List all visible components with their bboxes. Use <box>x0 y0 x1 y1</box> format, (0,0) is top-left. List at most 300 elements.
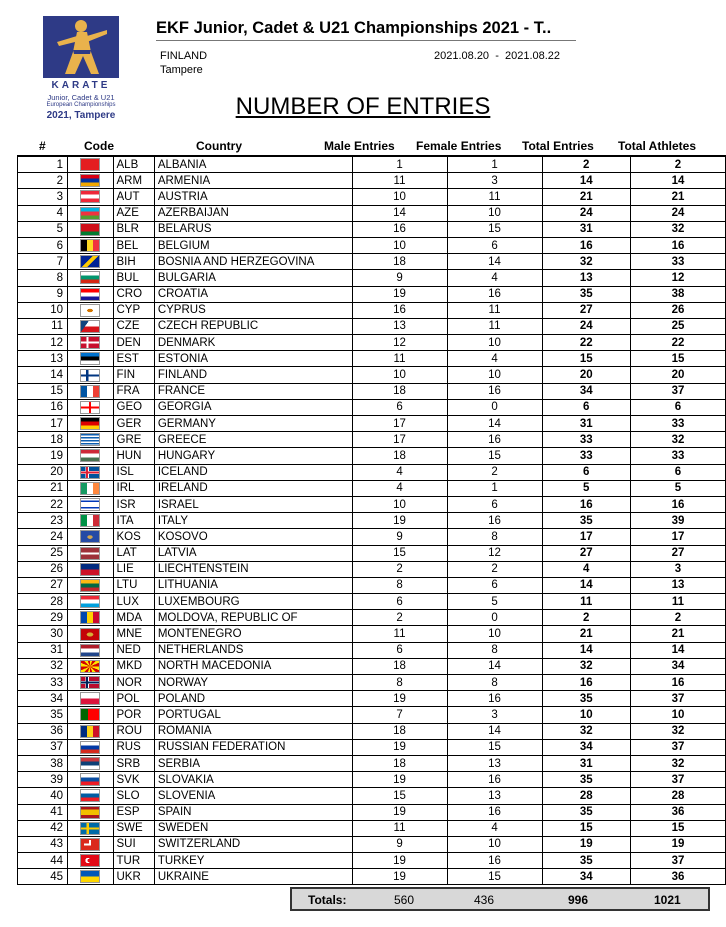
total-entries: 35 <box>542 772 630 788</box>
total-athletes: 16 <box>630 675 725 691</box>
female-entries: 4 <box>447 270 542 286</box>
total-athletes: 21 <box>630 626 725 642</box>
female-entries: 15 <box>447 869 542 885</box>
country-name: SLOVENIA <box>154 788 352 804</box>
total-entries: 24 <box>542 318 630 334</box>
male-entries: 19 <box>352 804 447 820</box>
male-entries: 9 <box>352 836 447 852</box>
table-row <box>18 432 726 448</box>
total-entries: 34 <box>542 739 630 755</box>
table-row <box>18 464 726 480</box>
total-entries: 16 <box>542 675 630 691</box>
female-entries: 15 <box>447 739 542 755</box>
female-entries: 12 <box>447 545 542 561</box>
table-row <box>18 626 726 642</box>
row-number: 19 <box>18 448 68 464</box>
total-athletes: 25 <box>630 318 725 334</box>
arm-flag-icon <box>80 174 100 187</box>
logo-karate-word: KARATE <box>51 80 111 91</box>
female-entries: 11 <box>447 302 542 318</box>
flag-cell <box>68 545 113 561</box>
female-entries: 3 <box>447 707 542 723</box>
gre-flag-icon <box>80 433 100 446</box>
total-entries: 14 <box>542 173 630 189</box>
country-name: CZECH REPUBLIC <box>154 318 352 334</box>
total-athletes: 32 <box>630 755 725 771</box>
flag-cell <box>68 318 113 334</box>
country-code: POL <box>113 691 154 707</box>
row-number: 20 <box>18 464 68 480</box>
female-entries: 14 <box>447 416 542 432</box>
female-entries: 10 <box>447 836 542 852</box>
total-athletes: 21 <box>630 189 725 205</box>
male-entries: 12 <box>352 335 447 351</box>
col-header-country: Country <box>196 139 242 153</box>
country-code: MKD <box>113 658 154 674</box>
flag-cell <box>68 480 113 496</box>
table-row <box>18 610 726 626</box>
aut-flag-icon <box>80 190 100 203</box>
alb-flag-icon <box>80 158 100 171</box>
hun-flag-icon <box>80 449 100 462</box>
isr-flag-icon <box>80 498 100 511</box>
male-entries: 10 <box>352 496 447 512</box>
col-header-total: Total Entries <box>522 139 594 153</box>
total-entries: 32 <box>542 658 630 674</box>
country-name: CYPRUS <box>154 302 352 318</box>
row-number: 31 <box>18 642 68 658</box>
female-entries: 5 <box>447 594 542 610</box>
total-athletes: 33 <box>630 254 725 270</box>
mne-flag-icon <box>80 628 100 641</box>
total-entries: 27 <box>542 302 630 318</box>
total-entries: 13 <box>542 270 630 286</box>
flag-cell <box>68 739 113 755</box>
bul-flag-icon <box>80 271 100 284</box>
swe-flag-icon <box>80 822 100 835</box>
male-entries: 18 <box>352 448 447 464</box>
female-entries: 16 <box>447 513 542 529</box>
total-entries: 35 <box>542 691 630 707</box>
female-entries: 16 <box>447 772 542 788</box>
flag-cell <box>68 594 113 610</box>
total-athletes: 14 <box>630 642 725 658</box>
total-athletes: 15 <box>630 351 725 367</box>
country-name: LATVIA <box>154 545 352 561</box>
flag-cell <box>68 675 113 691</box>
total-athletes: 34 <box>630 658 725 674</box>
total-entries: 15 <box>542 820 630 836</box>
female-entries: 13 <box>447 788 542 804</box>
country-name: SWEDEN <box>154 820 352 836</box>
country-code: MNE <box>113 626 154 642</box>
country-code: BIH <box>113 254 154 270</box>
isl-flag-icon <box>80 466 100 479</box>
title-underline <box>156 40 576 41</box>
row-number: 15 <box>18 383 68 399</box>
flag-cell <box>68 286 113 302</box>
logo-subtitle-2: European Championships <box>46 102 116 108</box>
table-row <box>18 302 726 318</box>
flag-cell <box>68 529 113 545</box>
table-row <box>18 804 726 820</box>
country-name: BOSNIA AND HERZEGOVINA <box>154 254 352 270</box>
report-heading: NUMBER OF ENTRIES <box>235 93 491 120</box>
female-entries: 16 <box>447 853 542 869</box>
country-code: ARM <box>113 173 154 189</box>
country-code: AZE <box>113 205 154 221</box>
country-name: ESTONIA <box>154 351 352 367</box>
table-row <box>18 577 726 593</box>
row-number: 45 <box>18 869 68 885</box>
total-entries: 35 <box>542 286 630 302</box>
female-entries: 16 <box>447 691 542 707</box>
est-flag-icon <box>80 352 100 365</box>
male-entries: 11 <box>352 820 447 836</box>
male-entries: 19 <box>352 853 447 869</box>
total-athletes: 15 <box>630 820 725 836</box>
female-entries: 16 <box>447 432 542 448</box>
cyp-flag-icon <box>80 304 100 317</box>
table-row <box>18 755 726 771</box>
country-name: TURKEY <box>154 853 352 869</box>
total-athletes: 33 <box>630 448 725 464</box>
total-athletes: 3 <box>630 561 725 577</box>
male-entries: 7 <box>352 707 447 723</box>
total-entries: 31 <box>542 416 630 432</box>
row-number: 43 <box>18 836 68 852</box>
total-entries: 16 <box>542 496 630 512</box>
table-row <box>18 545 726 561</box>
row-number: 42 <box>18 820 68 836</box>
male-entries: 15 <box>352 545 447 561</box>
total-entries: 14 <box>542 577 630 593</box>
table-row <box>18 416 726 432</box>
geo-flag-icon <box>80 401 100 414</box>
flag-cell <box>68 820 113 836</box>
total-entries: 34 <box>542 383 630 399</box>
date-to: 2021.08.22 <box>504 50 561 62</box>
country-code: CRO <box>113 286 154 302</box>
total-athletes: 32 <box>630 432 725 448</box>
ltu-flag-icon <box>80 579 100 592</box>
fra-flag-icon <box>80 385 100 398</box>
logo-subtitle: Junior, Cadet & U21 <box>47 93 115 102</box>
row-number: 38 <box>18 755 68 771</box>
total-athletes: 39 <box>630 513 725 529</box>
table-row <box>18 480 726 496</box>
male-entries: 10 <box>352 237 447 253</box>
female-entries: 15 <box>447 221 542 237</box>
flag-cell <box>68 642 113 658</box>
female-entries: 3 <box>447 173 542 189</box>
total-entries: 11 <box>542 594 630 610</box>
country-code: BLR <box>113 221 154 237</box>
country-code: ESP <box>113 804 154 820</box>
country-name: POLAND <box>154 691 352 707</box>
col-header-code: Code <box>84 139 114 153</box>
country-code: SLO <box>113 788 154 804</box>
male-entries: 19 <box>352 739 447 755</box>
total-entries: 15 <box>542 351 630 367</box>
total-athletes: 37 <box>630 772 725 788</box>
total-entries: 32 <box>542 254 630 270</box>
female-entries: 0 <box>447 399 542 415</box>
female-entries: 8 <box>447 675 542 691</box>
row-number: 27 <box>18 577 68 593</box>
male-entries: 10 <box>352 367 447 383</box>
table-row <box>18 286 726 302</box>
female-entries: 1 <box>447 156 542 173</box>
host-city: Tampere <box>160 64 203 76</box>
country-name: SERBIA <box>154 755 352 771</box>
female-entries: 14 <box>447 254 542 270</box>
table-row <box>18 496 726 512</box>
country-code: ALB <box>113 156 154 173</box>
country-name: MOLDOVA, REPUBLIC OF <box>154 610 352 626</box>
total-entries: 35 <box>542 804 630 820</box>
country-code: RUS <box>113 739 154 755</box>
cze-flag-icon <box>80 320 100 333</box>
male-entries: 11 <box>352 173 447 189</box>
flag-cell <box>68 723 113 739</box>
table-row <box>18 383 726 399</box>
country-name: KOSOVO <box>154 529 352 545</box>
total-athletes: 22 <box>630 335 725 351</box>
flag-cell <box>68 836 113 852</box>
table-row <box>18 205 726 221</box>
total-athletes: 6 <box>630 464 725 480</box>
male-entries: 2 <box>352 561 447 577</box>
female-entries: 6 <box>447 496 542 512</box>
country-name: SWITZERLAND <box>154 836 352 852</box>
row-number: 3 <box>18 189 68 205</box>
table-row <box>18 399 726 415</box>
row-number: 18 <box>18 432 68 448</box>
flag-cell <box>68 804 113 820</box>
totals-athletes: 1021 <box>654 893 681 907</box>
male-entries: 19 <box>352 869 447 885</box>
total-athletes: 36 <box>630 804 725 820</box>
country-code: LAT <box>113 545 154 561</box>
ukr-flag-icon <box>80 870 100 883</box>
table-row <box>18 367 726 383</box>
female-entries: 10 <box>447 205 542 221</box>
table-row <box>18 270 726 286</box>
total-entries: 27 <box>542 545 630 561</box>
country-code: MDA <box>113 610 154 626</box>
por-flag-icon <box>80 708 100 721</box>
total-entries: 31 <box>542 755 630 771</box>
country-name: RUSSIAN FEDERATION <box>154 739 352 755</box>
row-number: 7 <box>18 254 68 270</box>
country-name: ALBANIA <box>154 156 352 173</box>
country-name: NORWAY <box>154 675 352 691</box>
country-name: PORTUGAL <box>154 707 352 723</box>
country-code: ISL <box>113 464 154 480</box>
table-row <box>18 189 726 205</box>
total-athletes: 28 <box>630 788 725 804</box>
male-entries: 2 <box>352 610 447 626</box>
totals-bar <box>290 887 710 911</box>
table-row <box>18 335 726 351</box>
female-entries: 8 <box>447 642 542 658</box>
male-entries: 6 <box>352 399 447 415</box>
country-name: MONTENEGRO <box>154 626 352 642</box>
row-number: 22 <box>18 496 68 512</box>
row-number: 44 <box>18 853 68 869</box>
rus-flag-icon <box>80 741 100 754</box>
row-number: 8 <box>18 270 68 286</box>
country-code: FIN <box>113 367 154 383</box>
row-number: 1 <box>18 156 68 173</box>
total-entries: 22 <box>542 335 630 351</box>
country-code: ISR <box>113 496 154 512</box>
row-number: 2 <box>18 173 68 189</box>
total-entries: 4 <box>542 561 630 577</box>
table-row <box>18 156 726 173</box>
country-code: DEN <box>113 335 154 351</box>
irl-flag-icon <box>80 482 100 495</box>
male-entries: 18 <box>352 755 447 771</box>
country-name: SLOVAKIA <box>154 772 352 788</box>
country-name: BELGIUM <box>154 237 352 253</box>
total-entries: 35 <box>542 853 630 869</box>
total-entries: 35 <box>542 513 630 529</box>
table-row <box>18 658 726 674</box>
country-code: LIE <box>113 561 154 577</box>
ger-flag-icon <box>80 417 100 430</box>
kos-flag-icon <box>80 530 100 543</box>
total-athletes: 14 <box>630 173 725 189</box>
total-entries: 34 <box>542 869 630 885</box>
country-code: LUX <box>113 594 154 610</box>
country-name: NORTH MACEDONIA <box>154 658 352 674</box>
row-number: 10 <box>18 302 68 318</box>
country-name: ITALY <box>154 513 352 529</box>
country-code: POR <box>113 707 154 723</box>
table-row <box>18 254 726 270</box>
row-number: 28 <box>18 594 68 610</box>
country-code: ROU <box>113 723 154 739</box>
male-entries: 1 <box>352 156 447 173</box>
female-entries: 14 <box>447 723 542 739</box>
female-entries: 8 <box>447 529 542 545</box>
total-athletes: 17 <box>630 529 725 545</box>
male-entries: 6 <box>352 594 447 610</box>
total-athletes: 24 <box>630 205 725 221</box>
host-country: FINLAND <box>160 50 208 62</box>
total-athletes: 37 <box>630 739 725 755</box>
totals-label: Totals: <box>308 893 347 907</box>
total-entries: 2 <box>542 610 630 626</box>
row-number: 21 <box>18 480 68 496</box>
female-entries: 16 <box>447 286 542 302</box>
flag-cell <box>68 658 113 674</box>
female-entries: 6 <box>447 237 542 253</box>
male-entries: 19 <box>352 286 447 302</box>
male-entries: 10 <box>352 189 447 205</box>
aze-flag-icon <box>80 207 100 220</box>
male-entries: 19 <box>352 691 447 707</box>
row-number: 41 <box>18 804 68 820</box>
male-entries: 4 <box>352 480 447 496</box>
total-athletes: 20 <box>630 367 725 383</box>
col-header-num: # <box>39 139 46 153</box>
total-entries: 20 <box>542 367 630 383</box>
flag-cell <box>68 302 113 318</box>
country-name: DENMARK <box>154 335 352 351</box>
country-code: HUN <box>113 448 154 464</box>
country-code: IRL <box>113 480 154 496</box>
total-athletes: 16 <box>630 496 725 512</box>
country-name: ROMANIA <box>154 723 352 739</box>
srb-flag-icon <box>80 757 100 770</box>
female-entries: 16 <box>447 804 542 820</box>
row-number: 32 <box>18 658 68 674</box>
male-entries: 8 <box>352 675 447 691</box>
female-entries: 0 <box>447 610 542 626</box>
flag-cell <box>68 626 113 642</box>
lie-flag-icon <box>80 563 100 576</box>
country-code: SRB <box>113 755 154 771</box>
table-row <box>18 723 726 739</box>
male-entries: 9 <box>352 270 447 286</box>
country-name: BULGARIA <box>154 270 352 286</box>
country-code: AUT <box>113 189 154 205</box>
country-name: UKRAINE <box>154 869 352 885</box>
country-code: SUI <box>113 836 154 852</box>
totals-male: 560 <box>394 893 415 907</box>
svk-flag-icon <box>80 773 100 786</box>
total-athletes: 2 <box>630 156 725 173</box>
country-code: SWE <box>113 820 154 836</box>
total-athletes: 11 <box>630 594 725 610</box>
country-name: AUSTRIA <box>154 189 352 205</box>
flag-cell <box>68 351 113 367</box>
male-entries: 11 <box>352 351 447 367</box>
country-name: IRELAND <box>154 480 352 496</box>
slo-flag-icon <box>80 789 100 802</box>
flag-cell <box>68 221 113 237</box>
country-code: EST <box>113 351 154 367</box>
country-code: TUR <box>113 853 154 869</box>
row-number: 40 <box>18 788 68 804</box>
female-entries: 4 <box>447 820 542 836</box>
country-name: BELARUS <box>154 221 352 237</box>
total-entries: 24 <box>542 205 630 221</box>
male-entries: 18 <box>352 658 447 674</box>
total-athletes: 37 <box>630 691 725 707</box>
country-code: KOS <box>113 529 154 545</box>
table-row <box>18 318 726 334</box>
row-number: 9 <box>18 286 68 302</box>
den-flag-icon <box>80 336 100 349</box>
blr-flag-icon <box>80 223 100 236</box>
country-code: BUL <box>113 270 154 286</box>
row-number: 35 <box>18 707 68 723</box>
col-header-male: Male Entries <box>324 139 395 153</box>
mkd-flag-icon <box>80 660 100 673</box>
total-entries: 16 <box>542 237 630 253</box>
flag-cell <box>68 173 113 189</box>
table-row <box>18 853 726 869</box>
table-row <box>18 788 726 804</box>
table-row <box>18 448 726 464</box>
male-entries: 18 <box>352 723 447 739</box>
row-number: 29 <box>18 610 68 626</box>
total-athletes: 12 <box>630 270 725 286</box>
